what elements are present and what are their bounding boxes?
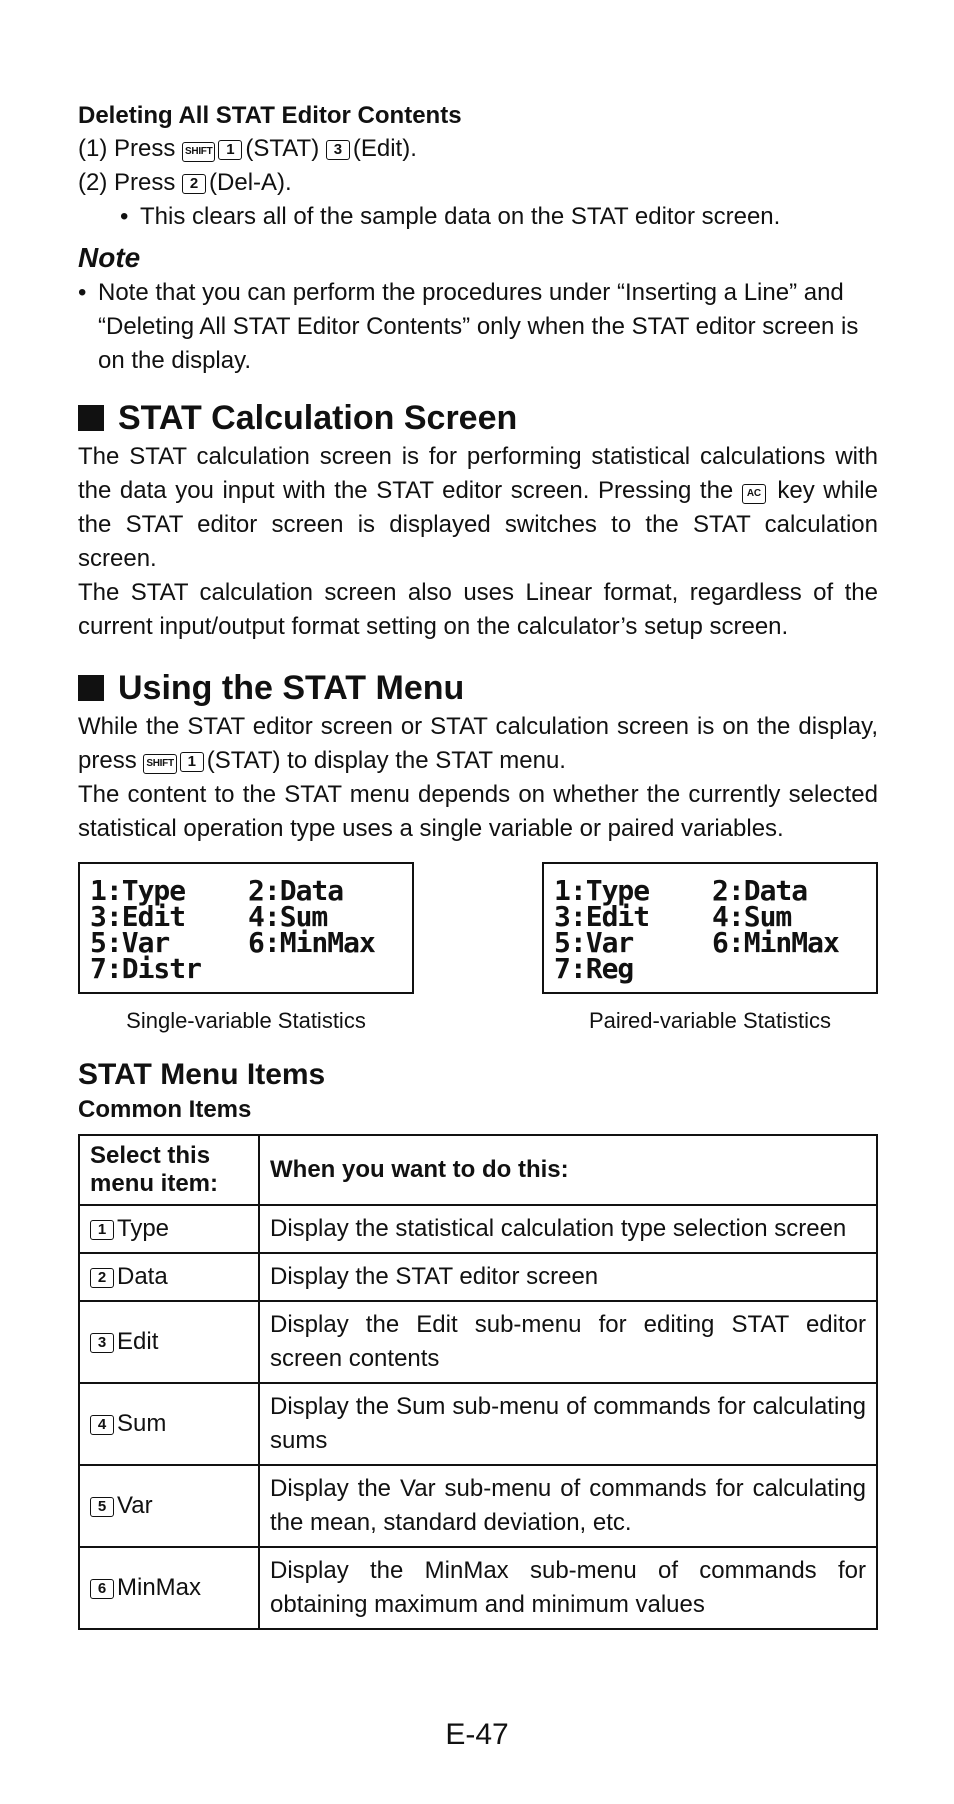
table-cell-desc: Display the STAT editor screen [259, 1253, 877, 1301]
screen-caption-single: Single-variable Statistics [126, 1008, 366, 1033]
lcd-display-paired [542, 862, 878, 994]
key-6-icon: 6 [90, 1579, 114, 1599]
shift-key-icon: SHIFT [182, 142, 215, 162]
lcd-row [90, 952, 404, 985]
calc-p1-start: The STAT calculation screen is for performing statistical calculations with the data you input with the STAT editor screen. Pressing the [78, 443, 878, 504]
page-number: E-47 [445, 1718, 509, 1751]
note-title: Note [78, 242, 141, 273]
item-label: MinMax [117, 1574, 202, 1601]
deleting-bullet [78, 200, 878, 234]
table-header-row [79, 1135, 877, 1205]
lcd-cell: 6:MinMax [712, 926, 839, 959]
note-bullet [78, 276, 878, 378]
table-row [79, 1301, 877, 1383]
table-cell-desc: Display the Edit sub-menu for editing STAT editor screen contents [259, 1301, 877, 1383]
col-header-want: When you want to do this: [259, 1135, 877, 1205]
item-label: Var [117, 1492, 153, 1519]
item-label: Edit [117, 1328, 159, 1355]
key-5-icon: 5 [90, 1497, 114, 1517]
table-cell-item [79, 1547, 259, 1629]
screen-caption-paired: Paired-variable Statistics [588, 1008, 832, 1033]
heading-calc-screen [78, 396, 878, 440]
calc-p1-end: key while the STAT editor screen is displayed switches to the STAT calculation screen. [78, 477, 878, 572]
table-cell-item [79, 1465, 259, 1547]
lcd-cell: 5:Var [90, 926, 170, 959]
lcd-cell: 2:Data [248, 874, 344, 907]
step-1-prefix: (1) Press [78, 135, 176, 162]
table-row [79, 1547, 877, 1629]
lcd-cell: 7:Reg [554, 952, 634, 985]
lcd-cell: 4:Sum [248, 900, 328, 933]
table-cell-item [79, 1253, 259, 1301]
screen-single [78, 862, 414, 1034]
menu-p2: The content to the STAT menu depends on whether the currently selected statistical operation type uses a single variable or paired variables. [78, 781, 878, 842]
menu-p1 [78, 710, 878, 778]
table-cell-desc: Display the MinMax sub-menu of commands for obtaining maximum and minimum values [259, 1547, 877, 1629]
key-4-icon: 4 [90, 1415, 114, 1435]
key-1-icon: 1 [218, 140, 242, 160]
lcd-cell: 6:MinMax [248, 926, 375, 959]
item-label: Data [117, 1263, 168, 1290]
manual-page [78, 100, 878, 1630]
lcd-cell: 3:Edit [554, 900, 650, 933]
calc-screen-p2: The STAT calculation screen also uses Linear format, regardless of the current input/output format setting on the calculator’s setup screen. [78, 579, 878, 640]
table-cell-item [79, 1301, 259, 1383]
heading-calc-screen-text: STAT Calculation Screen [118, 399, 518, 437]
lcd-cell: 2:Data [712, 874, 808, 907]
square-bullet-icon [78, 405, 104, 431]
bullet-dot-icon: • [120, 203, 129, 230]
step-1-edit: (Edit). [352, 135, 417, 162]
table-row [79, 1205, 877, 1253]
lcd-row [554, 952, 868, 985]
lcd-cell: 3:Edit [90, 900, 186, 933]
lcd-cell: 5:Var [554, 926, 634, 959]
menu-p1-end: (STAT) to display the STAT menu. [206, 747, 566, 774]
screen-paired [542, 862, 878, 1034]
step-2-prefix: (2) Press [78, 169, 176, 196]
calc-screen-p1 [78, 440, 878, 576]
menu-items-table [78, 1134, 878, 1630]
item-label: Type [117, 1215, 170, 1242]
ac-key-icon: AC [742, 484, 766, 504]
shift-key-icon: SHIFT [143, 754, 176, 774]
key-3-icon: 3 [90, 1333, 114, 1353]
step-2-dela: (Del-A). [209, 169, 292, 196]
col-header-select: Select this menu item: [79, 1135, 259, 1205]
calculator-screens [78, 862, 878, 1034]
table-cell-item [79, 1205, 259, 1253]
heading-stat-menu [78, 666, 878, 710]
items-heading: STAT Menu Items [78, 1058, 326, 1091]
lcd-cell: 1:Type [554, 874, 650, 907]
step-1 [78, 132, 878, 166]
item-label: Sum [117, 1410, 167, 1437]
lcd-cell: 4:Sum [712, 900, 792, 933]
key-1-icon: 1 [180, 752, 204, 772]
deleting-bullet-text: This clears all of the sample data on the STAT editor screen. [140, 203, 781, 230]
key-2-icon: 2 [90, 1268, 114, 1288]
items-subheading: Common Items [78, 1096, 252, 1123]
key-2-icon: 2 [182, 174, 206, 194]
bullet-dot-icon: • [78, 279, 87, 306]
section-title-deleting: Deleting All STAT Editor Contents [78, 102, 462, 129]
table-row [79, 1383, 877, 1465]
key-1-icon: 1 [90, 1220, 114, 1240]
menu-p1-start: While the STAT editor screen or STAT calculation screen is on the display, press [78, 713, 878, 774]
table-cell-desc: Display the statistical calculation type selection screen [259, 1205, 877, 1253]
lcd-cell: 1:Type [90, 874, 186, 907]
step-1-stat: (STAT) [245, 135, 320, 162]
table-cell-desc: Display the Sum sub-menu of commands for calculating sums [259, 1383, 877, 1465]
table-row [79, 1465, 877, 1547]
square-bullet-icon [78, 675, 104, 701]
note-text: Note that you can perform the procedures under “Inserting a Line” and “Deleting All STAT Editor Contents” only when the STAT editor screen is on the display. [98, 279, 859, 374]
step-2 [78, 166, 878, 200]
lcd-cell: 7:Distr [90, 952, 202, 985]
table-row [79, 1253, 877, 1301]
heading-stat-menu-text: Using the STAT Menu [118, 669, 465, 707]
key-3-icon: 3 [326, 140, 350, 160]
table-cell-item [79, 1383, 259, 1465]
table-cell-desc: Display the Var sub-menu of commands for calculating the mean, standard deviation, etc. [259, 1465, 877, 1547]
lcd-display-single [78, 862, 414, 994]
